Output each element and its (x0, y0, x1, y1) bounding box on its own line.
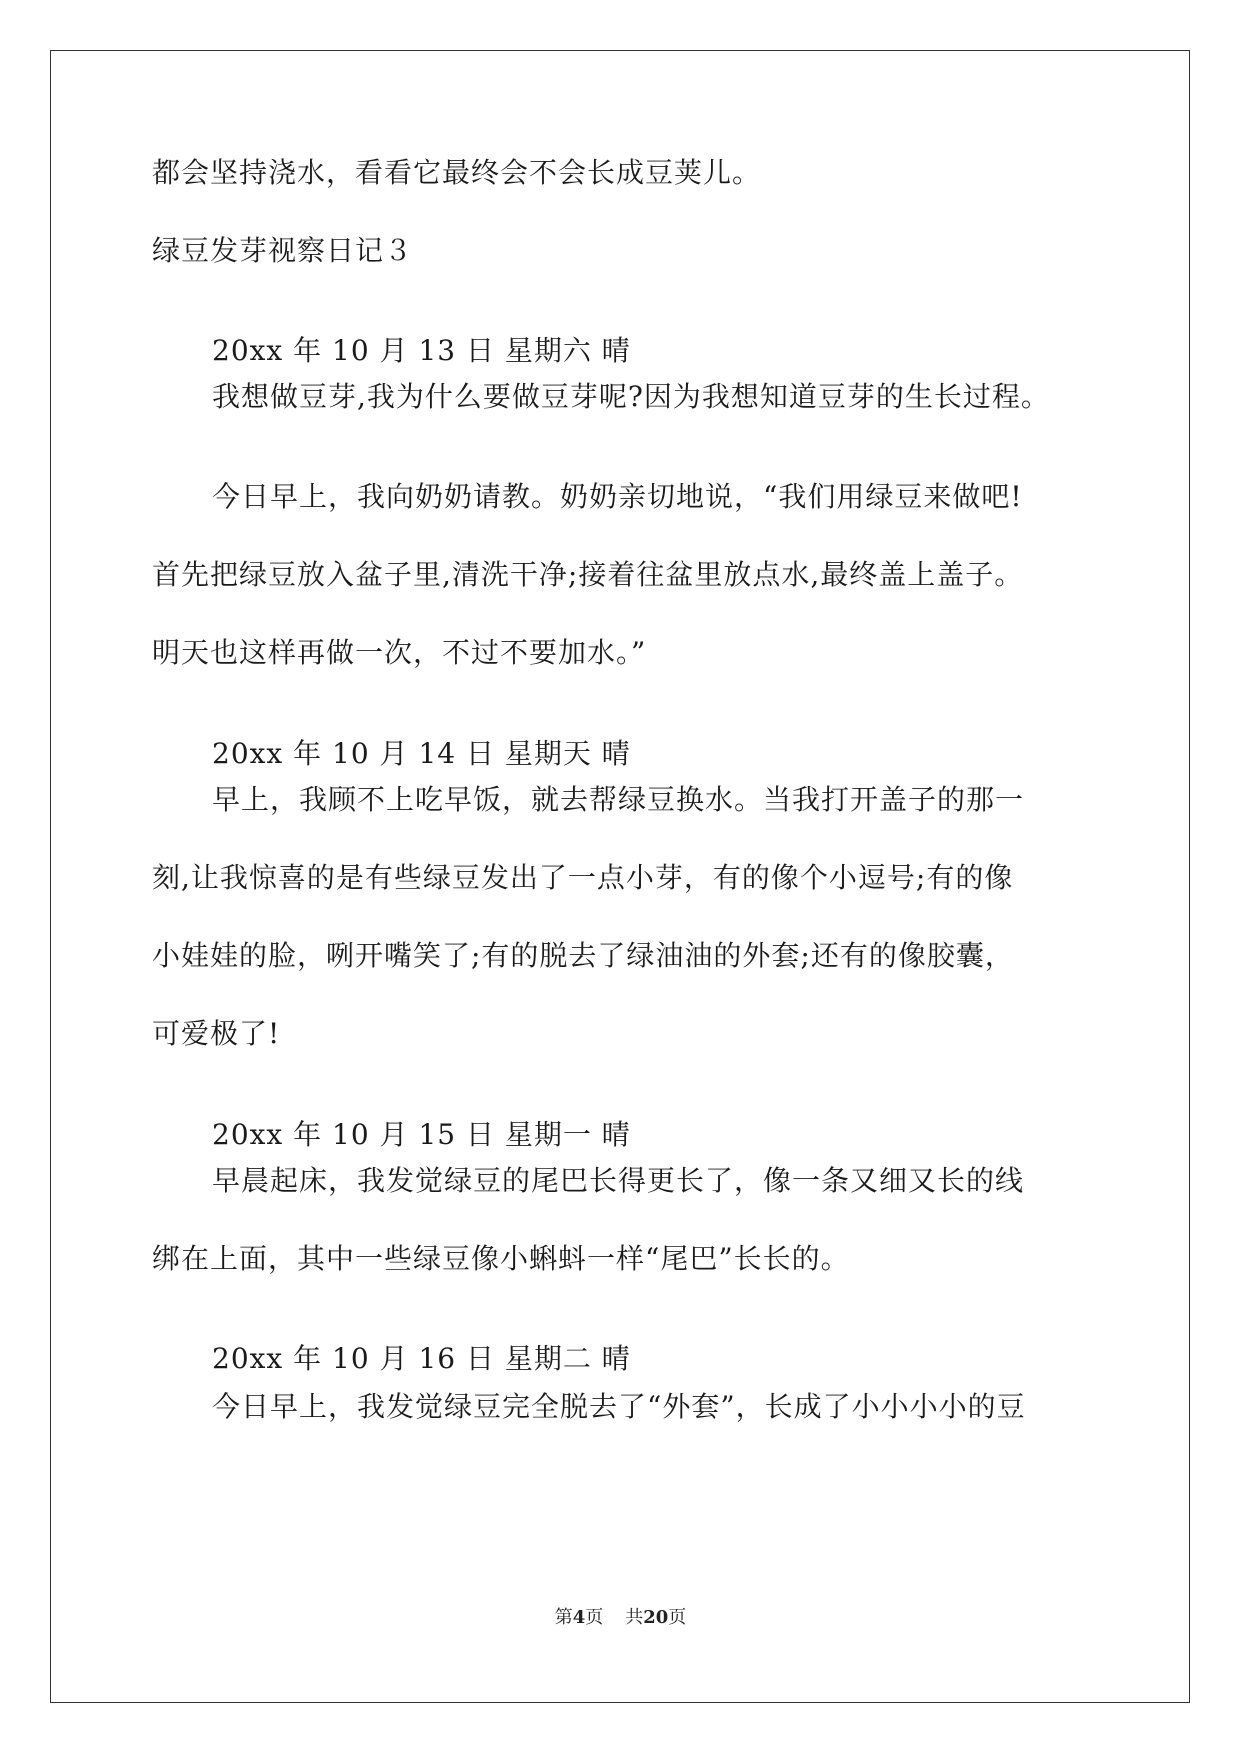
footer-prefix: 第 (554, 1607, 573, 1628)
footer-total-pages: 20 (643, 1607, 669, 1628)
text-line-4: 首先把绿豆放入盆子里,清洗干净;接着往盆里放点水,最终盖上盖子。 (152, 558, 1024, 591)
text-line-2: 我想做豆芽,我为什么要做豆芽呢?因为我想知道豆芽的生长过程。 (212, 380, 1050, 413)
footer-total-prefix: 共 (625, 1607, 644, 1628)
text-line-8: 小娃娃的脸，咧开嘴笑了;有的脱去了绿油油的外套;还有的像胶囊， (152, 939, 1014, 972)
footer-page-number: 4 (572, 1607, 586, 1628)
section-heading: 绿豆发芽视察日记３ (152, 234, 414, 267)
text-line-9: 可爱极了! (152, 1017, 281, 1050)
diary-date-3: 20xx 年 10 月 15 日 星期一 晴 (212, 1118, 631, 1151)
footer-page-suffix: 页 (585, 1607, 604, 1628)
text-line-11: 绑在上面，其中一些绿豆像小蝌蚪一样“尾巴”长长的。 (152, 1242, 850, 1275)
diary-date-1: 20xx 年 10 月 13 日 星期六 晴 (212, 334, 631, 367)
text-line-5: 明天也这样再做一次，不过不要加水。” (152, 636, 647, 669)
text-line-10: 早晨起床，我发觉绿豆的尾巴长得更长了，像一条又细又长的线 (212, 1164, 1025, 1197)
text-line-7: 刻,让我惊喜的是有些绿豆发出了一点小芽，有的像个小逗号;有的像 (152, 861, 1014, 894)
text-line-3: 今日早上，我向奶奶请教。奶奶亲切地说，“我们用绿豆来做吧! (212, 480, 1023, 513)
footer-total-suffix: 页 (668, 1607, 687, 1628)
diary-date-4: 20xx 年 10 月 16 日 星期二 晴 (212, 1342, 631, 1375)
diary-date-2: 20xx 年 10 月 14 日 星期天 晴 (212, 737, 631, 770)
text-line-1: 都会坚持浇水，看看它最终会不会长成豆荚儿。 (152, 156, 762, 189)
text-line-12: 今日早上，我发觉绿豆完全脱去了“外套”，长成了小小小小的豆 (212, 1390, 1026, 1423)
page-footer (0, 1606, 1241, 1630)
text-line-6: 早上，我顾不上吃早饭，就去帮绿豆换水。当我打开盖子的那一 (212, 783, 1025, 816)
